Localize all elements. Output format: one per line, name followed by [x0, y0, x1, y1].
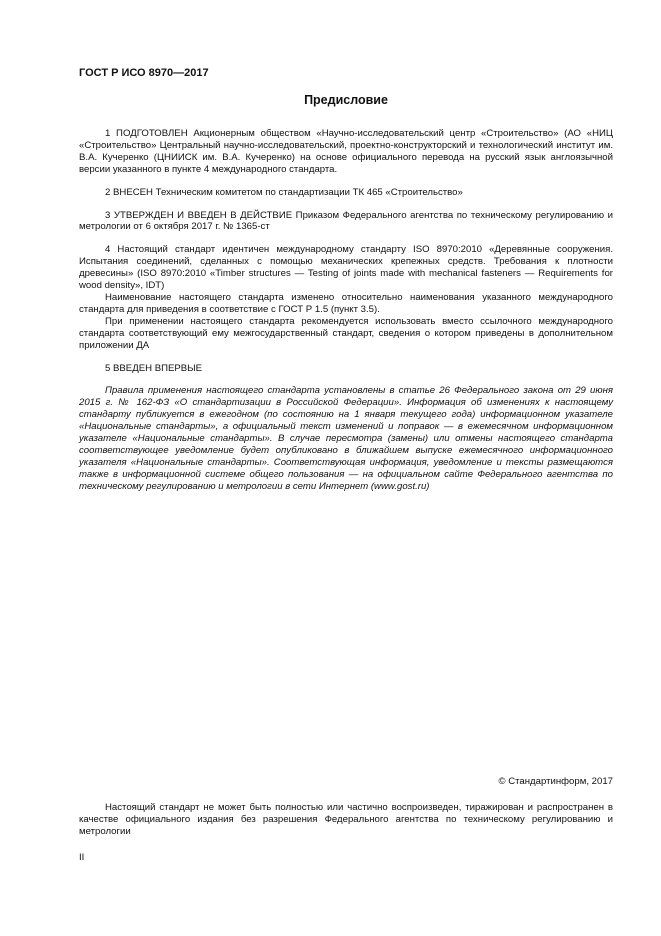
paragraph-prepared: 1 ПОДГОТОВЛЕН Акционерным обществом «Научно-исследовательский центр «Строительство» (АО «НИЦ «Строительство» Центральный научно-исследовательский, проектно-конструкторский и технологический институт им. В.А. Кучеренко (ЦНИИСК им. В.А. Кучеренко) на основе официального перевода на русский язык англоязычной версии указанного в пункте 4 международного стандарта. [79, 128, 613, 175]
copyright-notice: © Стандартинформ, 2017 [498, 776, 613, 787]
rights-notice: Настоящий стандарт не может быть полностью или частично воспроизведен, тиражирован и распространен в качестве официального издания без разрешения Федерального агентства по техническому регулированию и метрологии [79, 802, 613, 837]
paragraph-name-changed: Наименование настоящего стандарта изменено относительно наименования указанного международного стандарта для приведения в соответствие с ГОСТ Р 1.5 (пункт 3.5). [79, 291, 613, 315]
document-code: ГОСТ Р ИСО 8970—2017 [79, 67, 209, 79]
paragraph-introduced: 5 ВВЕДЕН ВПЕРВЫЕ [105, 362, 203, 374]
paragraph-submitted: 2 ВНЕСЕН Техническим комитетом по стандартизации ТК 465 «Строительство» [105, 186, 463, 198]
paragraph-application: При применении настоящего стандарта рекомендуется использовать вместо ссылочного международного стандарта соответствующий ему межгосударственный стандарт, сведения о котором приведены в дополнительном приложении ДА [79, 315, 613, 351]
foreword-body [79, 128, 613, 493]
rules-note: Правила применения настоящего стандарта установлены в статье 26 Федерального закона от 29 июня 2015 г. № 162-ФЗ «О стандартизации в Российской Федерации». Информация об изменениях к настоящему стандарту публикуется в ежегодном (по состоянию на 1 января текущего года) информационном указателе «Национальные стандарты», а официальный текст изменений и поправок — в ежемесячном информационном указателе «Национальные стандарты». В случае пересмотра (замены) или отмены настоящего стандарта соответствующее уведомление будет опубликовано в ближайшем выпуске ежемесячного информационного указателя «Национальные стандарты». Соответствующая информация, уведомление и тексты размещаются также в информационной системе общего пользования — на официальном сайте Федерального агентства по техническому регулированию и метрологии в сети Интернет (www.gost.ru) [79, 385, 613, 492]
page-title: Предисловие [304, 93, 388, 107]
paragraph-approved: 3 УТВЕРЖДЕН И ВВЕДЕН В ДЕЙСТВИЕ Приказом Федерального агентства по техническому регулированию и метрологии от 6 октября 2017 г. № 1365-ст [79, 209, 613, 233]
page-number: II [79, 852, 85, 863]
paragraph-identical: 4 Настоящий стандарт идентичен международному стандарту ISO 8970:2010 «Деревянные сооружения. Испытания соединений, сделанных с помощью механических крепежных средств. Требования к плотности древесины» (ISO 8970:2010 «Timber structures — Testing of joints made with mechanical fasteners — Requirements for wood density», IDT) [79, 244, 613, 292]
